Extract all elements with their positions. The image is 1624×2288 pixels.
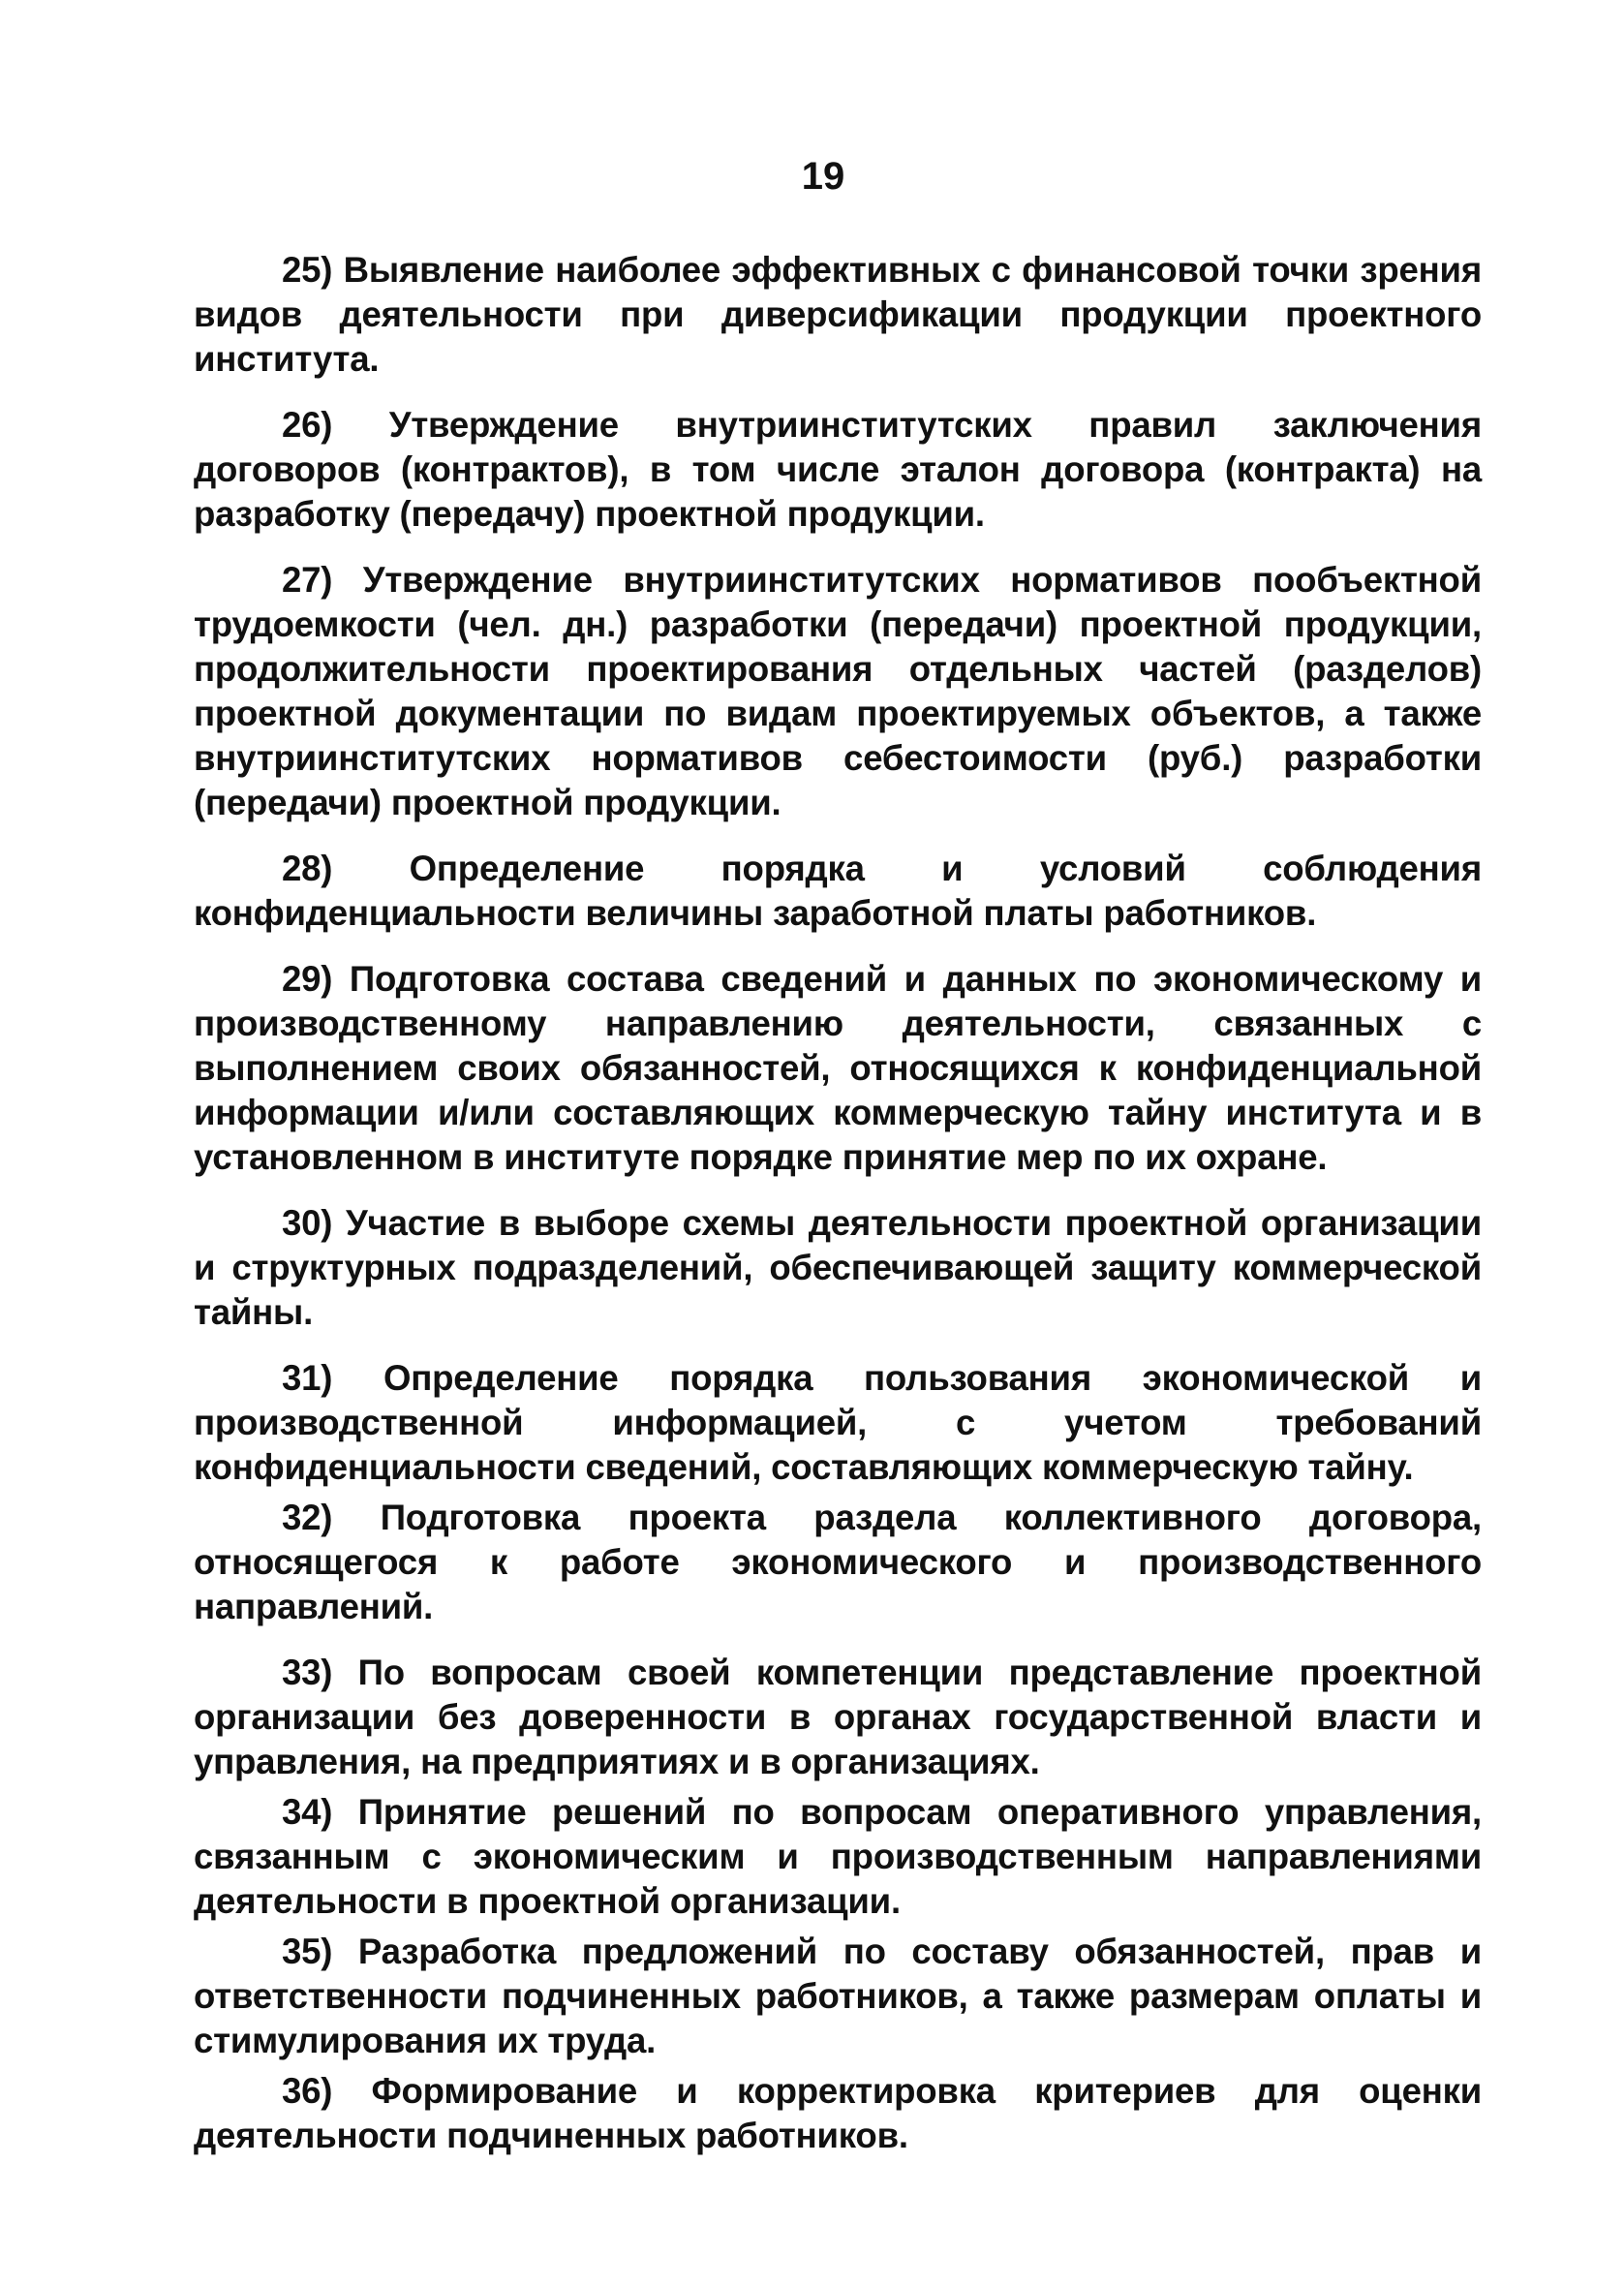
paragraph-31: 31) Определение порядка пользования экономической и производственной информацией, с учетом требований конфиденциальности сведений, составляющих коммерческую тайну. — [194, 1358, 1482, 1487]
paragraph-30: 30) Участие в выборе схемы деятельности проектной организации и структурных подразделений, обеспечивающей защиту коммерческой тайны. — [194, 1203, 1482, 1332]
paragraph-32: 32) Подготовка проекта раздела коллективного договора, относящегося к работе экономического и производственного направлений. — [194, 1498, 1482, 1626]
paragraph-33: 33) По вопросам своей компетенции представление проектной организации без доверенности в органах государственной власти и управления, на предприятиях и в организациях. — [194, 1653, 1482, 1781]
paragraph-29: 29) Подготовка состава сведений и данных по экономическому и производственному направлению деятельности, связанных с выполнением своих обязанностей, относящихся к конфиденциальной информации и/или составляющих коммерческую тайну института и в установленном в институте порядке принятие мер по их охране. — [194, 959, 1482, 1177]
paragraph-34: 34) Принятие решений по вопросам оперативного управления, связанным с экономическим и производственным направлениями деятельности в проектной организации. — [194, 1792, 1482, 1921]
paragraph-36: 36) Формирование и корректировка критериев для оценки деятельности подчиненных работников. — [194, 2071, 1482, 2155]
paragraph-27: 27) Утверждение внутриинститутских нормативов пообъектной трудоемкости (чел. дн.) разработки (передачи) проектной продукции, продолжительности проектирования отдельных частей (разделов) проектной документации по видам проектируемых объектов, а также внутриинститутских нормативов себестоимости (руб.) разработки (передачи) проектной продукции. — [194, 560, 1482, 822]
paragraph-28: 28) Определение порядка и условий соблюдения конфиденциальности величины заработной платы работников. — [194, 849, 1482, 933]
paragraph-26: 26) Утверждение внутриинститутских правил заключения договоров (контрактов), в том числе эталон договора (контракта) на разработку (передачу) проектной продукции. — [194, 405, 1482, 534]
paragraph-25: 25) Выявление наиболее эффективных с финансовой точки зрения видов деятельности при диверсификации продукции проектного института. — [194, 250, 1482, 379]
document-body — [194, 248, 1482, 2158]
page-number: 19 — [801, 155, 845, 198]
paragraph-35: 35) Разработка предложений по составу обязанностей, прав и ответственности подчиненных работников, а также размерам оплаты и стимулирования их труда. — [194, 1932, 1482, 2060]
